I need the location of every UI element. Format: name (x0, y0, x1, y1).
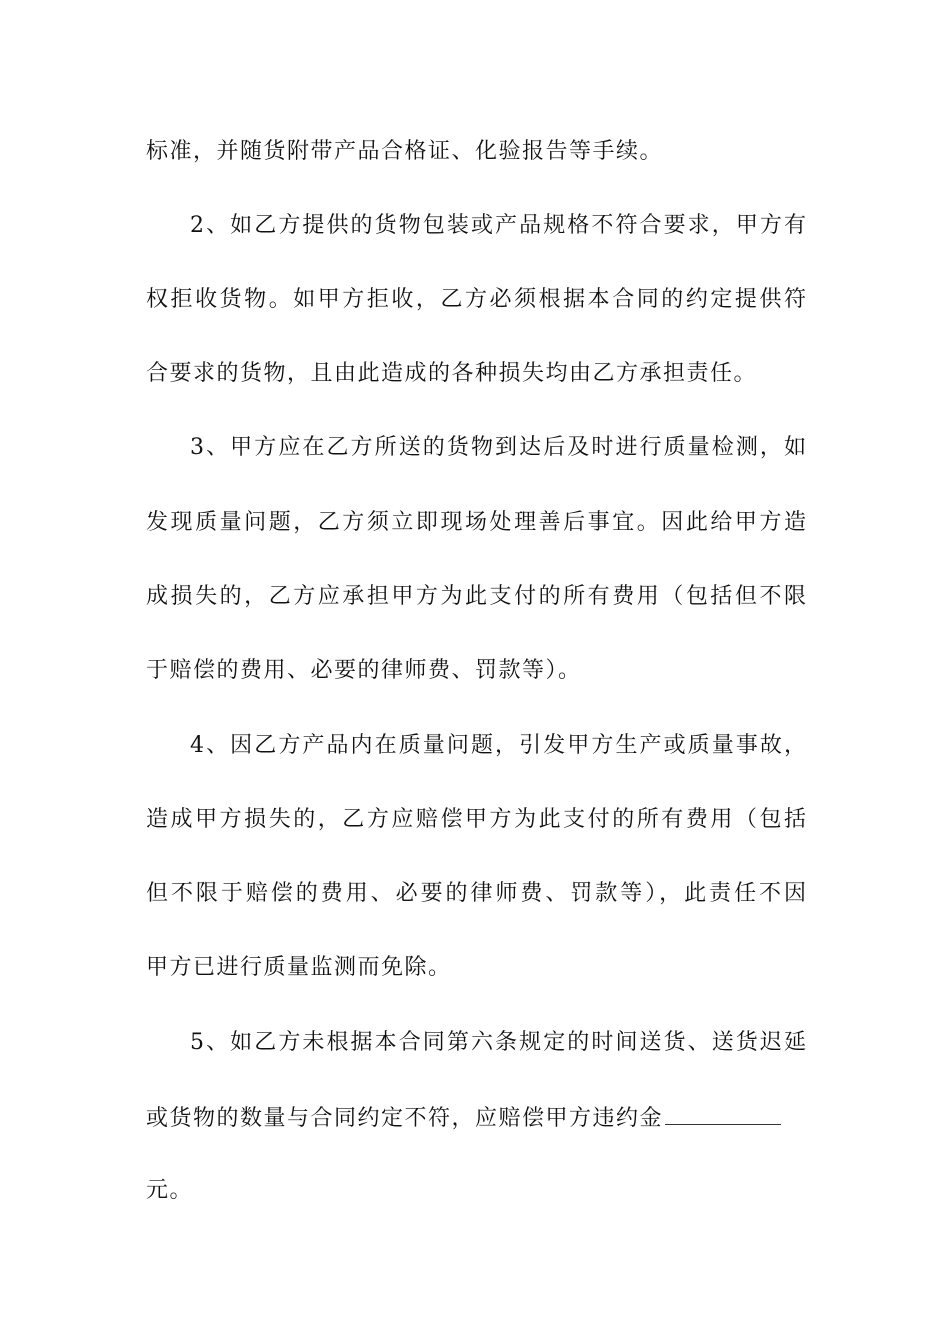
clause-5-line-2-text: 或货物的数量与合同约定不符，应赔偿甲方违约金 (146, 1106, 664, 1131)
clause-4-line-3: 但不限于赔偿的费用、必要的律师费、罚款等），此责任不因 (146, 881, 806, 906)
clause-2-line-3: 合要求的货物，且由此造成的各种损失均由乙方承担责任。 (146, 361, 758, 386)
clause-2-line-1: 2、如乙方提供的货物包装或产品规格不符合要求，甲方有 (190, 213, 806, 238)
clause-3-line-2: 发现质量问题，乙方须立即现场处理善后事宜。因此给甲方造 (146, 510, 806, 535)
clause-4-line-4: 甲方已进行质量监测而免除。 (146, 955, 452, 980)
clause-4-line-2: 造成甲方损失的，乙方应赔偿甲方为此支付的所有费用（包括 (146, 807, 806, 832)
paragraph-1-line-1: 标准，并随货附带产品合格证、化验报告等手续。 (146, 139, 664, 164)
clause-2-line-2: 权拒收货物。如甲方拒收，乙方必须根据本合同的约定提供符 (146, 287, 806, 312)
clause-5-line-2 (146, 1102, 806, 1132)
clause-3-line-4: 于赔偿的费用、必要的律师费、罚款等）。 (146, 658, 582, 683)
clause-5-line-3: 元。 (146, 1178, 194, 1203)
clause-4-line-1: 4、因乙方产品内在质量问题，引发甲方生产或质量事故， (190, 733, 806, 758)
clause-5-line-1: 5、如乙方未根据本合同第六条规定的时间送货、送货迟延 (190, 1030, 806, 1055)
clause-3-line-1: 3、甲方应在乙方所送的货物到达后及时进行质量检测，如 (190, 435, 806, 460)
penalty-amount-blank (665, 1102, 781, 1125)
clause-3-line-3: 成损失的，乙方应承担甲方为此支付的所有费用（包括但不限 (146, 584, 806, 609)
